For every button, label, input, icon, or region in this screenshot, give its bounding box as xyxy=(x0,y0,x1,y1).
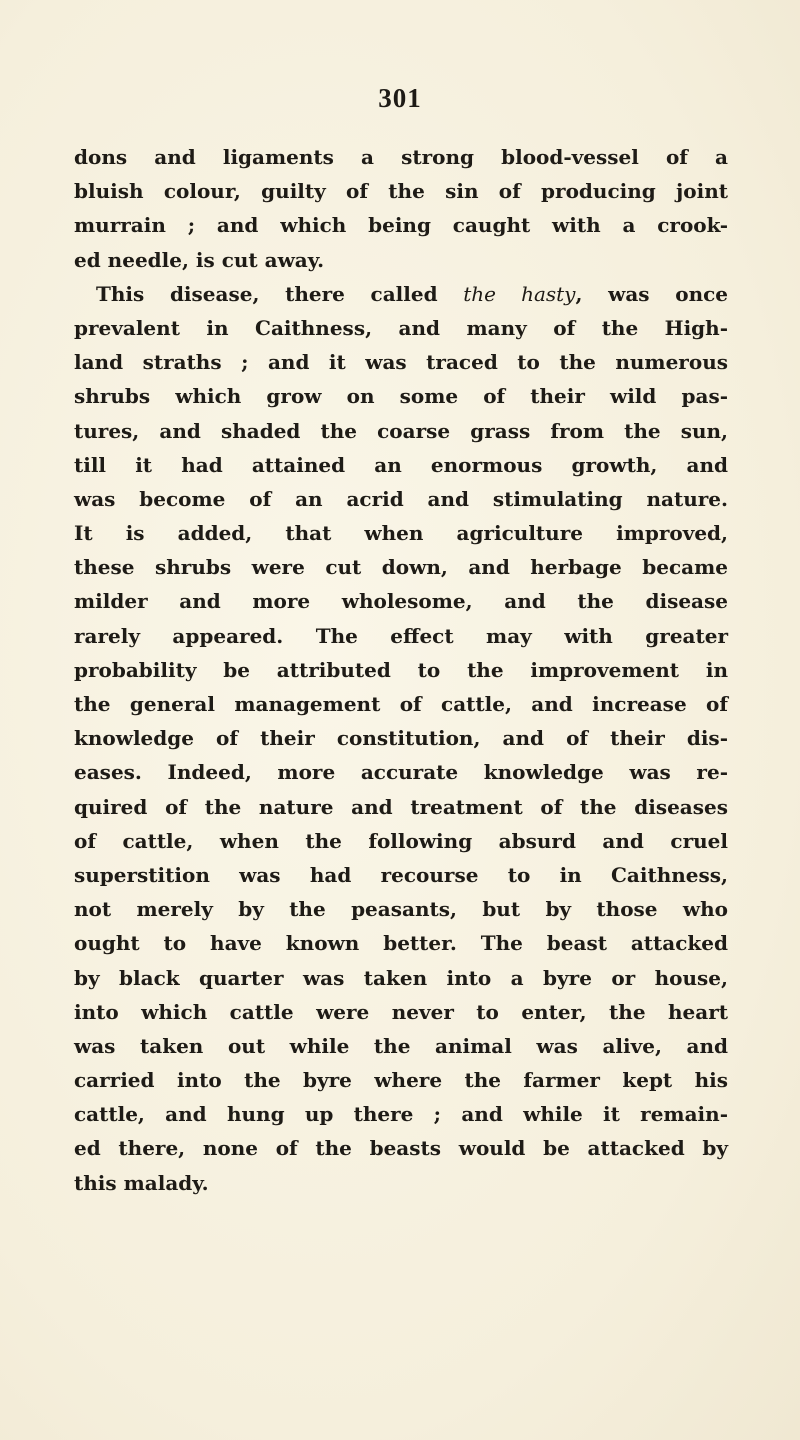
text-segment: This disease, there called xyxy=(96,281,438,306)
text-line: the general management of cattle, and increase of xyxy=(74,692,728,716)
text-line: murrain ; and which being caught with a crook- xyxy=(74,213,728,238)
text-line: bluish colour, guilty of the sin of producing joint xyxy=(74,179,728,204)
text-line: carried into the byre where the farmer kept his xyxy=(74,1068,728,1093)
text-line: tures, and shaded the coarse grass from the sun, xyxy=(74,418,728,443)
italic-term: the hasty xyxy=(463,281,576,306)
text-line: by black quarter was taken into a byre or house, xyxy=(74,965,728,990)
text-line: rarely appeared. The effect may with greater xyxy=(74,623,728,648)
text-line: was taken out while the animal was alive, and xyxy=(74,1033,728,1058)
text-line: prevalent in Caithness, and many of the High- xyxy=(74,315,728,340)
text-line: It is added, that when agriculture improved, xyxy=(74,521,728,546)
text-line: quired of the nature and treatment of the diseases xyxy=(74,794,728,819)
text-line: this malady. xyxy=(74,1170,209,1195)
body-text xyxy=(74,140,728,1200)
text-line: eases. Indeed, more accurate knowledge was re- xyxy=(74,760,728,785)
text-line: of cattle, when the following absurd and cruel xyxy=(74,828,728,853)
text-line: probability be attributed to the improvement in xyxy=(74,657,728,682)
text-line: not merely by the peasants, but by those who xyxy=(74,897,728,922)
text-line: was become of an acrid and stimulating nature. xyxy=(74,486,728,511)
text-line: knowledge of their constitution, and of their dis- xyxy=(74,726,728,751)
text-line: into which cattle were never to enter, the heart xyxy=(74,999,728,1024)
text-line: ought to have known better. The beast attacked xyxy=(74,931,728,956)
text-line: shrubs which grow on some of their wild pas- xyxy=(74,384,728,409)
text-line: milder and more wholesome, and the disease xyxy=(74,589,728,614)
text-segment: , was once xyxy=(575,281,729,306)
text-line: till it had attained an enormous growth, and xyxy=(74,452,728,477)
text-line: land straths ; and it was traced to the numerous xyxy=(74,350,728,375)
text-line: these shrubs were cut down, and herbage became xyxy=(74,555,728,580)
text-line: cattle, and hung up there ; and while it remain- xyxy=(74,1102,728,1127)
text-line: ed needle, is cut away. xyxy=(74,247,325,272)
text-line xyxy=(74,277,728,311)
text-line: ed there, none of the beasts would be attacked by xyxy=(74,1136,728,1161)
page-number: 301 xyxy=(378,83,422,113)
text-line: dons and ligaments a strong blood-vessel of a xyxy=(74,145,728,169)
text-line: superstition was had recourse to in Caithness, xyxy=(74,862,728,887)
